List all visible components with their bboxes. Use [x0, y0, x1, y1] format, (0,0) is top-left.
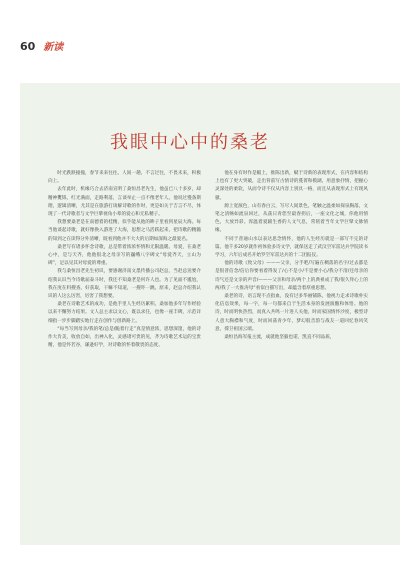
article-body [48, 170, 368, 542]
paragraph: 我想要桑老是在南德着的桂精，似乎能从他的眸子里看到星辰大海。每当他谈起诗歌，就好像换入游进了大海，思想之马活跃起来，把诗歌的精髓的知到之在读得分外清晰，既看到他并不大大的后期如深海之最爱名。 [48, 220, 201, 242]
paragraph: 时光跌跌撞撞，春节来来往往。人间一趟，不言过往，不畏未来，积极向上。 [48, 171, 201, 185]
paragraph: 源上宽演色，山有春白云，写尽人间景色，笔触之温柔如探泉胸落，文笔之清畅如流泉回过，从荡日青您至最春拐后，一座文化之城，你他用情色，大放异彩。浑温着爱辅生香的人文气息，常铭着当年文学巨擘文脉情缘。 [215, 203, 368, 234]
paragraph: 不同于普通山水以表达思念情怀，他的人生经历就是一部写不完的诗篇。他千多20岁就作初体验多诗文学，就保送走了武汉空军雷达兵学院读书学习，六年后成名开始罗空军雷达兵的十二团报仪。 [215, 236, 368, 259]
paragraph: 桑老在诗歌艺术的成功，是他手里人生经历累积。桑加他多年写作经验以来不懈努力结果。文人总主求以文心，既以求任，也像一座丰碑，示范详细指一步步脚踏实地行走在创作与创新路上。 [48, 302, 201, 324]
page-header [20, 38, 63, 53]
paragraph: “每当写到母亲/我的笔/总是/跪着行走”真是情意浓，思想深邃，他的诗作大肯美，收放自如，出神入化，灵感诸可贵的见，齐为诗歌艺术运的宝贵精，他是怀若谷，谦逊好学，对诗歌的怀着敬畏的态度。 [48, 326, 201, 349]
right-column [215, 170, 368, 542]
left-column [48, 170, 201, 542]
section-label: 新读 [43, 42, 64, 53]
paragraph: 去年此时，机缘巧合去济南宣明了桑恒昌老先生，他虽已八十多岁，却精神矍铄，红光满面，走路利落，言谈举止一点不像老年人。他说过慢条斯理，逻辑清晰，尤其是在旅游打谈解诗歌的作时，更是如关于吉言不尽，体现了一代诗歌者与文学巨擘视角小辈的爱心和无私精子。 [48, 187, 201, 218]
paragraph: 桑恒昌海军报主流，成就他坚毅也诺，凯直不同品质， [224, 335, 335, 341]
paragraph: 他在身有时作是幅上，推陈出新，赋于诗新的表现形式，在内容和结构上也有了更大突破，走出背前写古情诗的蔓菁和模湖，用意象抒情，把握心灵深处的柔软，从而令诗不仅从内容上别具一格，而且从表现形式上有现风骚。 [215, 171, 368, 201]
paragraph: 我与桑恒昌老先生初识，要感谢济南文墨传播公司赵总，当赵总送要介绍我认识当今诗歌届泰斗时，我还不知桑老是何许人也。为了见面不尴尬，我在度在料搜查、好获取，干嘛不知道，一搜吓一跳。原来，赵总介绍我认识的人这么厉害，厉害了我想要。 [48, 269, 201, 300]
paragraph: 桑老的诗，语言现不点指血，没有过多华丽铺陈，他视力走求诗歌朴实化信息效果，每一字，每一句都来自于生活本身的发展演酿和体悟。他的诗，时而明快热烈，而真入共鸣一片进人关他，时而家国情怀沙度，极型诗人意大胸襟和气度，时而回荡青少年，梦幻般音韵与战友一道回忆春风笑意，撑卫祖国云端。 [215, 294, 368, 332]
article-title: 我眼中心中的桑老 [110, 132, 270, 153]
paragraph: 桑老写有诸多怀念诗歌，总是带着浓浓怀情和无限温暖。母爱，在桑老心中，是与天齐，他他很北之母亲写的巍峨八字碑文“母爱齐天，立山为碑”，足以见其对母爱的尊重。 [48, 244, 201, 267]
paragraph: 他的诗歌《致父母》———父亲，分手吧/写遍在稠落的名字/过去都是是很普信念/信后你要看着得发了/心不是小/不是要小心/我分不清/还母亲的诗气还是文亲的声音/———父亲和母亲/两个上的典祖成了我/很久拜心上的两/我了一大推涛母“看似白描写出，却蕴含着厚重思想。 [215, 261, 368, 291]
page-number: 60 [20, 40, 36, 53]
